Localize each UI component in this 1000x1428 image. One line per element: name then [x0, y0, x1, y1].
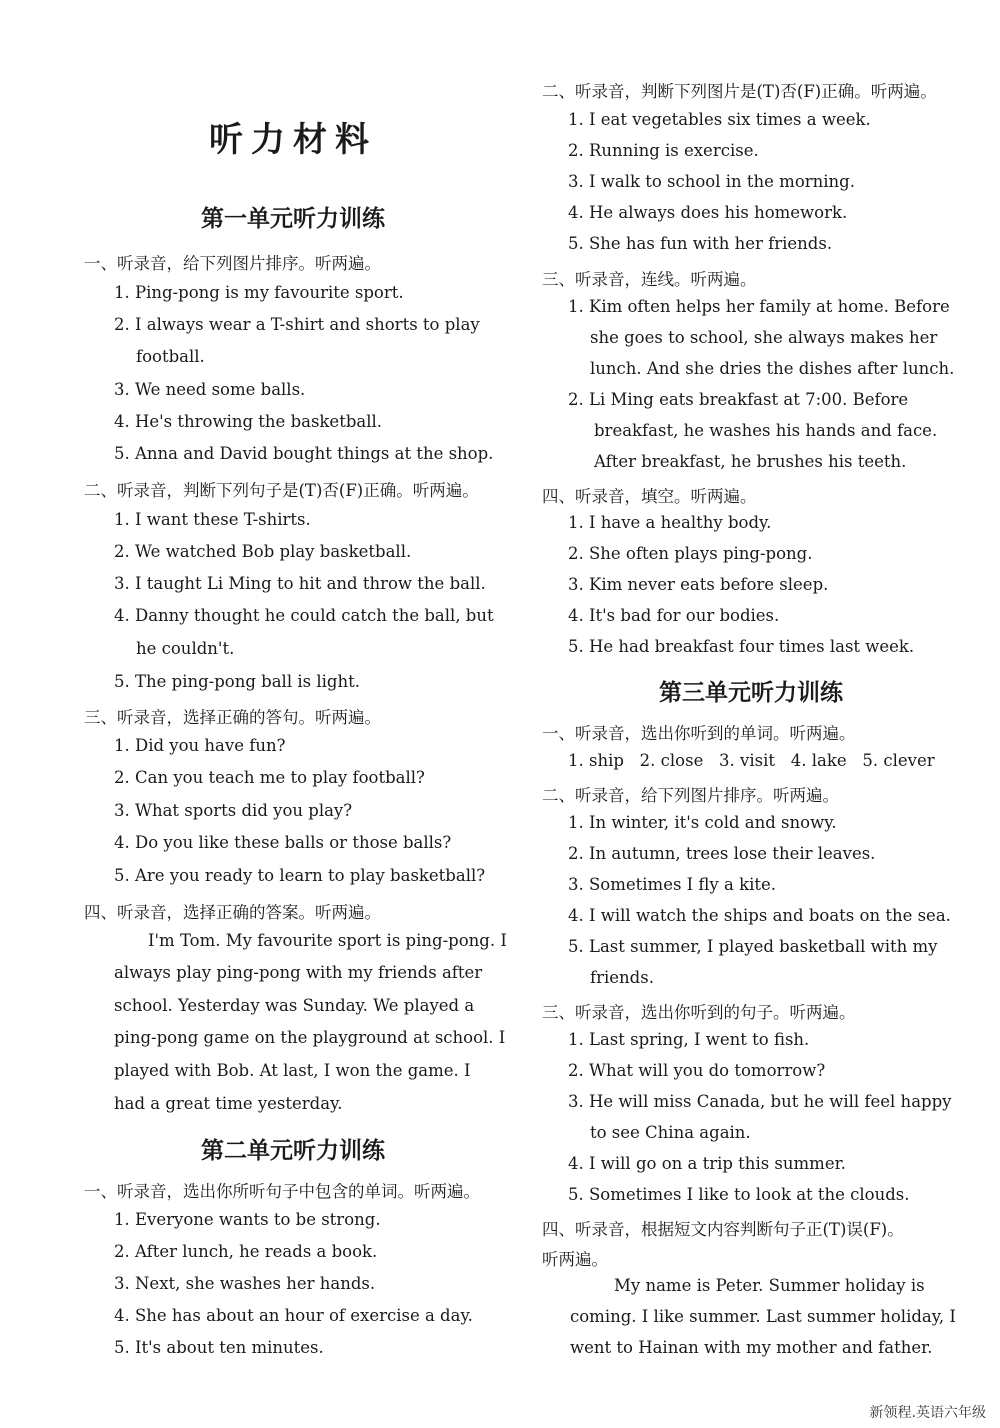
- list-item: 3. Next, she washes her hands.: [114, 1274, 376, 1293]
- list-item: 5. He had breakfast four times last week.: [568, 637, 915, 656]
- list-item: 5. She has fun with her friends.: [568, 234, 833, 253]
- list-item-continuation: friends.: [590, 968, 654, 987]
- list-item: 1. In winter, it's cold and snowy.: [568, 813, 837, 832]
- page-title: 听力材料: [209, 120, 377, 160]
- paragraph-line: played with Bob. At last, I won the game. I: [114, 1061, 471, 1080]
- list-item: 3. Kim never eats before sleep.: [568, 575, 829, 594]
- list-item: 2. What will you do tomorrow?: [568, 1061, 826, 1080]
- unit1-section2-heading: 二、听录音，判断下列句子是(T)否(F)正确。听两遍。: [84, 481, 479, 500]
- list-item-continuation: she goes to school, she always makes her: [590, 328, 938, 347]
- list-item: 2. In autumn, trees lose their leaves.: [568, 844, 876, 863]
- list-item: 1. Everyone wants to be strong.: [114, 1210, 381, 1229]
- word-list: 1. ship 2. close 3. visit 4. lake 5. clever: [568, 751, 935, 770]
- list-item-continuation: After breakfast, he brushes his teeth.: [594, 452, 907, 471]
- page-footer: 新领程.英语六年级: [869, 1405, 986, 1421]
- list-item: 3. I walk to school in the morning.: [568, 172, 855, 191]
- list-item: 2. I always wear a T-shirt and shorts to play: [114, 315, 480, 334]
- list-item: 4. I will watch the ships and boats on the sea.: [568, 906, 951, 925]
- list-item: 3. I taught Li Ming to hit and throw the ball.: [114, 574, 486, 593]
- paragraph-line: had a great time yesterday.: [114, 1094, 343, 1113]
- unit3-section4-heading-line2: 听两遍。: [542, 1250, 608, 1269]
- unit2-title: 第二单元听力训练: [201, 1137, 385, 1164]
- list-item: 2. After lunch, he reads a book.: [114, 1242, 378, 1261]
- list-item: 5. Anna and David bought things at the shop.: [114, 444, 494, 463]
- list-item: 1. Did you have fun?: [114, 736, 286, 755]
- list-item: 2. We watched Bob play basketball.: [114, 542, 412, 561]
- list-item: 5. It's about ten minutes.: [114, 1338, 324, 1357]
- list-item: 1. Last spring, I went to fish.: [568, 1030, 810, 1049]
- list-item: 1. I eat vegetables six times a week.: [568, 110, 871, 129]
- paragraph-line: I'm Tom. My favourite sport is ping-pong. I: [148, 931, 507, 950]
- paragraph-line: always play ping-pong with my friends after: [114, 963, 483, 982]
- list-item: 5. Are you ready to learn to play basketball?: [114, 866, 486, 885]
- list-item: 3. Sometimes I fly a kite.: [568, 875, 776, 894]
- list-item-continuation: to see China again.: [590, 1123, 751, 1142]
- list-item: 1. I have a healthy body.: [568, 513, 772, 532]
- paragraph-line: ping-pong game on the playground at school. I: [114, 1028, 506, 1047]
- paragraph-line: coming. I like summer. Last summer holiday, I: [570, 1307, 956, 1326]
- list-item: 4. Danny thought he could catch the ball, but: [114, 606, 494, 625]
- list-item: 2. Li Ming eats breakfast at 7:00. Before: [568, 390, 909, 409]
- list-item: 1. Ping-pong is my favourite sport.: [114, 283, 404, 302]
- list-item: 4. I will go on a trip this summer.: [568, 1154, 846, 1173]
- unit2-section2-heading: 二、听录音，判断下列图片是(T)否(F)正确。听两遍。: [542, 82, 937, 101]
- unit1-section1-heading: 一、听录音，给下列图片排序。听两遍。: [84, 254, 381, 273]
- unit3-section3-heading: 三、听录音，选出你听到的句子。听两遍。: [542, 1003, 856, 1022]
- list-item: 3. We need some balls.: [114, 380, 306, 399]
- list-item: 4. Do you like these balls or those balls?: [114, 833, 452, 852]
- unit2-section1-heading: 一、听录音，选出你所听句子中包含的单词。听两遍。: [84, 1182, 480, 1201]
- list-item: 3. He will miss Canada, but he will feel happy: [568, 1092, 952, 1111]
- list-item: 1. Kim often helps her family at home. Before: [568, 297, 950, 316]
- list-item: 4. She has about an hour of exercise a day.: [114, 1306, 473, 1325]
- unit3-section2-heading: 二、听录音，给下列图片排序。听两遍。: [542, 786, 839, 805]
- list-item: 2. Can you teach me to play football?: [114, 768, 425, 787]
- unit3-title: 第三单元听力训练: [659, 679, 843, 706]
- list-item-continuation: breakfast, he washes his hands and face.: [594, 421, 938, 440]
- list-item: 2. Running is exercise.: [568, 141, 759, 160]
- unit2-section3-heading: 三、听录音，连线。听两遍。: [542, 270, 757, 289]
- list-item-continuation: lunch. And she dries the dishes after lunch.: [590, 359, 955, 378]
- list-item-continuation: football.: [136, 347, 205, 366]
- list-item: 1. I want these T-shirts.: [114, 510, 311, 529]
- unit1-section4-heading: 四、听录音，选择正确的答案。听两遍。: [84, 903, 381, 922]
- list-item-continuation: he couldn't.: [136, 639, 235, 658]
- unit3-section1-heading: 一、听录音，选出你听到的单词。听两遍。: [542, 724, 856, 743]
- paragraph-line: school. Yesterday was Sunday. We played a: [114, 996, 475, 1015]
- unit2-section4-heading: 四、听录音，填空。听两遍。: [542, 487, 757, 506]
- list-item: 5. The ping-pong ball is light.: [114, 672, 360, 691]
- paragraph-line: went to Hainan with my mother and father.: [570, 1338, 933, 1357]
- list-item: 4. He always does his homework.: [568, 203, 848, 222]
- unit1-title: 第一单元听力训练: [201, 205, 385, 232]
- unit3-section4-heading: 四、听录音，根据短文内容判断句子正(T)误(F)。: [542, 1220, 904, 1239]
- list-item: 2. She often plays ping-pong.: [568, 544, 813, 563]
- unit1-section3-heading: 三、听录音，选择正确的答句。听两遍。: [84, 708, 381, 727]
- paragraph-line: My name is Peter. Summer holiday is: [614, 1276, 925, 1295]
- list-item: 3. What sports did you play?: [114, 801, 353, 820]
- list-item: 5. Last summer, I played basketball with my: [568, 937, 938, 956]
- list-item: 5. Sometimes I like to look at the clouds.: [568, 1185, 910, 1204]
- list-item: 4. It's bad for our bodies.: [568, 606, 780, 625]
- list-item: 4. He's throwing the basketball.: [114, 412, 383, 431]
